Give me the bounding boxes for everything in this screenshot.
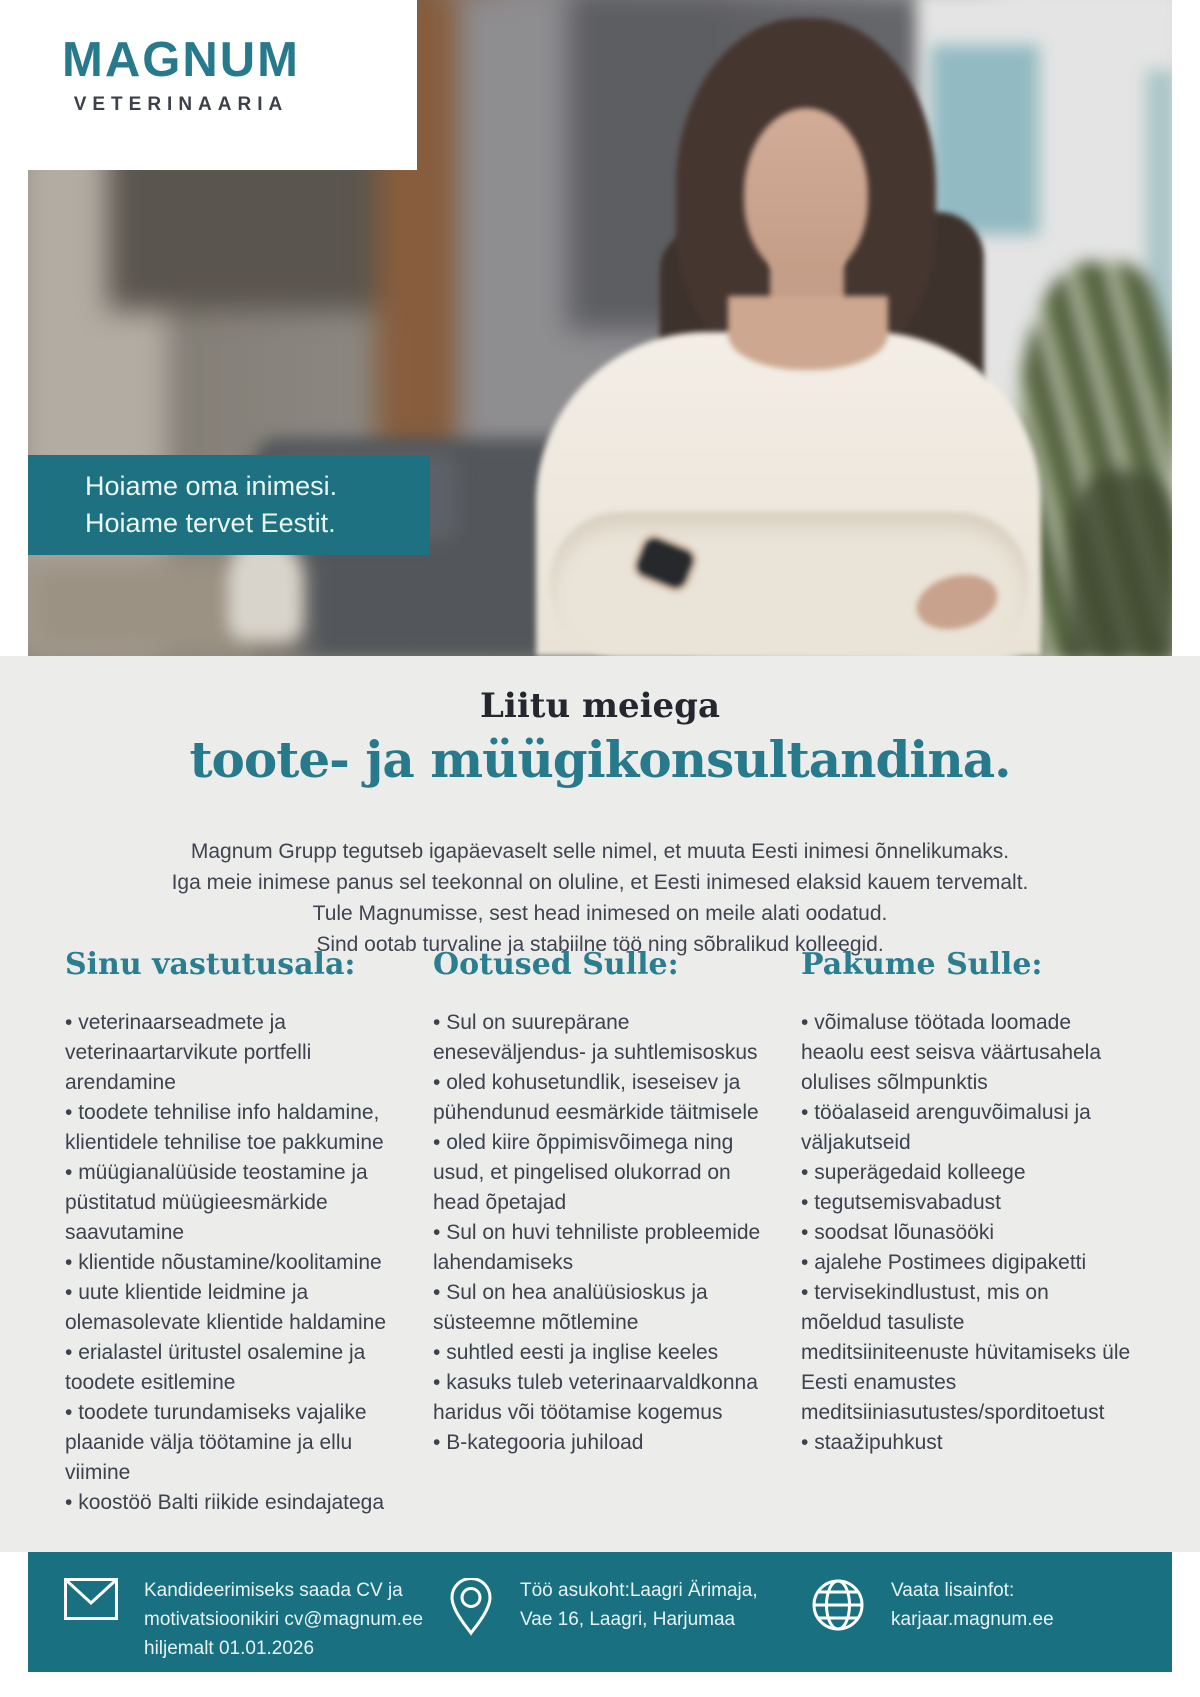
hero-banner (28, 455, 430, 555)
footer-contact (64, 1576, 423, 1663)
list-item: • kasuks tuleb veterinaarvaldkonna haridus või töötamise kogemus (433, 1368, 766, 1428)
footer-band (28, 1552, 1172, 1672)
footer-info-line: Vaata lisainfot: (891, 1580, 1015, 1601)
column-heading: Sinu vastutusala: (65, 947, 356, 982)
hero-banner-line1: Hoiame oma inimesi. (85, 471, 338, 501)
brand-logo-block (0, 0, 417, 170)
list-item: • superägedaid kolleege (801, 1158, 1134, 1188)
bullet-list (801, 1008, 1134, 1458)
person-face (744, 108, 868, 278)
intro-paragraph-line: Iga meie inimese panus sel teekonnal on oluline, et Eesti inimesed elaksid kauem tervemalt. (171, 871, 1029, 894)
footer-info-line: karjaar.magnum.ee (891, 1609, 1054, 1630)
list-item: • koostöö Balti riikide esindajatega (65, 1488, 398, 1518)
column-responsibilities (65, 948, 398, 1518)
footer-location (448, 1576, 758, 1641)
footer-info (811, 1576, 1054, 1637)
list-item: • tegutsemisvabadust (801, 1188, 1134, 1218)
column-heading: Pakume Sulle: (801, 947, 1043, 982)
bullet-list (433, 1008, 766, 1458)
brand-logo-text: MAGNUM (62, 33, 300, 87)
list-item: • oled kohusetundlik, iseseisev ja pühendunud eesmärkide täitmisele (433, 1068, 766, 1128)
list-item: • Sul on huvi tehniliste probleemide lahendamiseks (433, 1218, 766, 1278)
column-heading: Ootused Sulle: (433, 947, 679, 982)
footer-info-text (891, 1576, 1054, 1634)
list-item: • toodete tehnilise info haldamine, klientidele tehnilise toe pakkumine (65, 1098, 398, 1158)
list-item: • toodete turundamiseks vajalike plaanide välja töötamine ja ellu viimine (65, 1398, 398, 1488)
list-item: • Sul on suurepärane eneseväljendus- ja suhtlemisoskus (433, 1008, 766, 1068)
footer-contact-line: motivatsioonikiri cv@magnum.ee (144, 1609, 424, 1630)
list-item: • uute klientide leidmine ja olemasolevate klientide haldamine (65, 1278, 398, 1338)
list-item: • oled kiire õppimisvõimega ning usud, et pingelised olukorrad on head õpetajad (433, 1128, 766, 1218)
list-item: • võimaluse töötada loomade heaolu eest seisva väärtusahela olulises sõlmpunktis (801, 1008, 1134, 1098)
intro-kicker: Liitu meiega (480, 686, 720, 726)
page-title: toote- ja müügikonsultandina. (189, 730, 1011, 789)
list-item: • suhtled eesti ja inglise keeles (433, 1338, 766, 1368)
location-pin-icon (448, 1578, 494, 1641)
list-item: • B-kategooria juhiload (433, 1428, 766, 1458)
list-item: • soodsat lõunasööki (801, 1218, 1134, 1248)
list-item: • tervisekindlustust, mis on mõeldud tasuliste meditsiiniteenuste hüvitamiseks üle Eesti enamustes meditsiiniasutustes/sporditoetust (801, 1278, 1134, 1428)
photo-vase-shape (228, 540, 302, 640)
envelope-icon (64, 1578, 118, 1625)
person-chest (728, 296, 888, 370)
footer-location-text (520, 1576, 758, 1634)
footer-location-line: Vae 16, Laagri, Harjumaa (520, 1609, 736, 1630)
brand-tagline: VETERINAARIA (73, 94, 289, 115)
list-item: • ajalehe Postimees digipaketti (801, 1248, 1134, 1278)
list-item: • müügianalüüside teostamine ja püstitatud müügieesmärkide saavutamine (65, 1158, 398, 1248)
intro-paragraph-line: Tule Magnumisse, sest head inimesed on meile alati oodatud. (312, 902, 888, 925)
bullet-list (65, 1008, 398, 1518)
intro-paragraph (0, 836, 1200, 960)
brand-logo (62, 34, 300, 116)
footer-contact-text (144, 1576, 423, 1663)
column-offers (801, 948, 1134, 1518)
list-item: • staažipuhkust (801, 1428, 1134, 1458)
list-item: • erialastel üritustel osalemine ja toodete esitlemine (65, 1338, 398, 1398)
footer-contact-line: Kandideerimiseks saada CV ja (144, 1580, 403, 1601)
columns (65, 948, 1135, 1518)
content-section (0, 656, 1200, 1552)
hero-banner-line2: Hoiame tervet Eestit. (85, 508, 336, 538)
list-item: • tööalaseid arenguvõimalusi ja väljakutseid (801, 1098, 1134, 1158)
list-item: • veterinaarseadmete ja veterinaartarvikute portfelli arendamine (65, 1008, 398, 1098)
photo-plant-dark-shape (1068, 470, 1172, 656)
intro-paragraph-line: Sind ootab turvaline ja stabiilne töö ning sõbralikud kolleegid. (316, 933, 884, 956)
globe-icon (811, 1578, 865, 1637)
intro-paragraph-line: Magnum Grupp tegutseb igapäevaselt selle nimel, et muuta Eesti inimesi õnnelikumaks. (190, 840, 1010, 863)
footer-contact-line: hiljemalt 01.01.2026 (144, 1638, 315, 1659)
list-item: • Sul on hea analüüsioskus ja süsteemne mõtlemine (433, 1278, 766, 1338)
column-expectations (433, 948, 766, 1518)
list-item: • klientide nõustamine/koolitamine (65, 1248, 398, 1278)
photo-glass-reflection (931, 45, 1039, 235)
footer-location-line: Töö asukoht:Laagri Ärimaja, (520, 1580, 758, 1601)
